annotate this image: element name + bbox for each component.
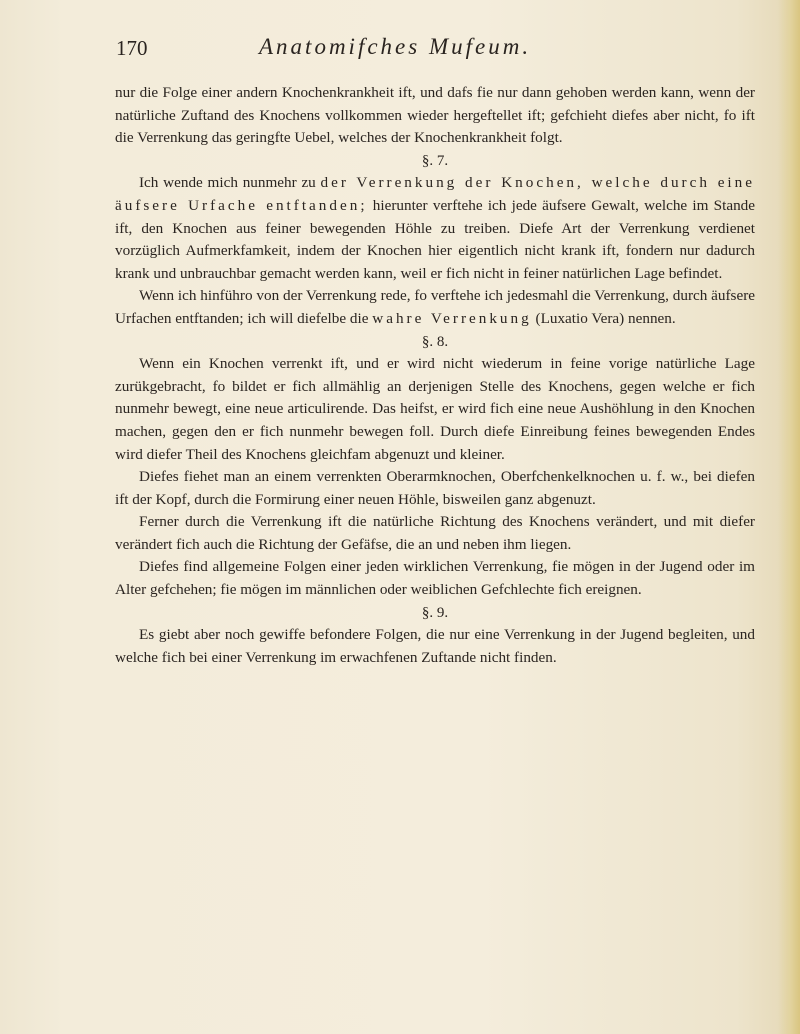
page-number: 170 — [116, 36, 148, 60]
paragraph-4: Wenn ein Knochen verrenkt ift, und er wird nicht wiederum in feine vorige natürliche Lage zurükgebracht, fo bildet er fich allmählig an derjenigen Stelle des Knochens, gegen welche er fich nunmehr bewegt, eine neue articulirende. Das heifst, er wird fich eine neue Aushöhlung in den Knochen machen, gegen den er fich nunmehr bewegen foll. Durch diefe Einreibung feines bewegenden Endes wird diefer Theil des Knochens gleichfam abgenuzt und kleiner. — [115, 355, 755, 463]
body-text — [115, 82, 755, 669]
paragraph-3-start: Wenn ich hinführo von der Verrenkung rede, fo verftehe ich jedesmahl die Verrenkung, durch äufsere Urfachen entftanden; ich will diefelbe die — [115, 287, 755, 327]
paragraph-5: Diefes fiehet man an einem verrenkten Oberarmknochen, Oberfchenkelknochen u. f. w., bei diefen ift der Kopf, durch die Formirung einer neuen Höhle, bisweilen ganz abgenuzt. — [115, 468, 755, 508]
spaced-emphasis: der Verrenkung der Knochen, welche durch eine äufsere Urfache entftanden; — [115, 174, 755, 214]
paragraph-3 — [115, 285, 755, 330]
paragraph-2 — [115, 172, 755, 285]
paragraph-3-end: (Luxatio Vera) nennen. — [531, 309, 676, 327]
spaced-emphasis: wahre Verrenkung — [372, 309, 532, 327]
section-9-heading: §. 9. — [421, 604, 449, 621]
paragraph-7: Diefes find allgemeine Folgen einer jeden wirklichen Verrenkung, fie mögen in der Jugend oder im Alter gefchehen; fie mögen im männlichen oder weiblichen Gefchlechte fich ereignen. — [115, 558, 755, 599]
page-edge — [778, 0, 800, 1034]
paragraph-2-start: Ich wende mich nunmehr zu — [139, 174, 321, 192]
page-header — [116, 36, 756, 72]
paragraph-6: Ferner durch die Verrenkung ift die natürliche Richtung des Knochens verändert, und mit diefer verändert fich auch die Richtung der Gefäfse, die an und neben ihm liegen. — [115, 513, 755, 553]
paragraph-1: nur die Folge einer andern Knochenkrankheit ift, und dafs fie nur dann gehoben werden kann, wenn der natürliche Zuftand des Knochens vollkommen wieder hergeftellet ift; gefchieht diefes aber nicht, fo ift die Verrenkung das geringfte Uebel, welches der Knochenkrankheit folgt. — [115, 84, 755, 147]
paragraph-2-end: hierunter verftehe ich jede äufsere Gewalt, welche im Stande ift, den Knochen aus feiner bewegenden Höhle zu treiben. Diefe Art der Verrenkung verdienet vorzüglich Aufmerkfamkeit, indem der Knochen hier eigentlich nicht krank ift, fondern nur dadurch krank und unbrauchbar gemacht werden kann, weil er fich nicht in feiner natürlichen Lage befindet. — [115, 196, 756, 282]
section-8-heading: §. 8. — [421, 333, 449, 350]
paragraph-8: Es giebt aber noch gewiffe befondere Folgen, die nur eine Verrenkung in der Jugend begleiten, und welche fich bei einer Verrenkung im erwachfenen Zuftande nicht finden. — [115, 626, 755, 666]
section-7-heading: §. 7. — [421, 152, 449, 169]
running-title: Anatomifches Mufeum. — [259, 34, 532, 59]
